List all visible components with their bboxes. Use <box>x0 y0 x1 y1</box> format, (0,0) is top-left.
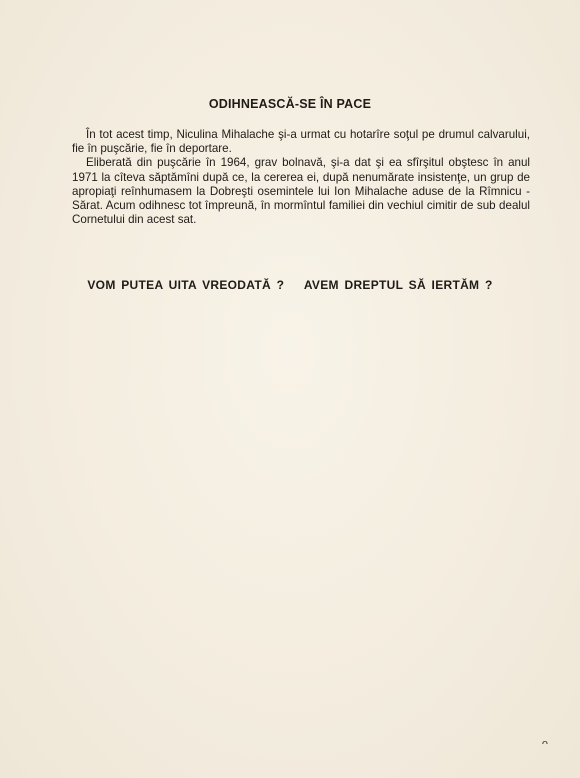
closing-questions <box>0 278 580 292</box>
body-text <box>72 128 530 227</box>
closing-question-2: AVEM DREPTUL SĂ IERTĂM ? <box>303 278 493 292</box>
page-mark: ᴖ <box>541 738 548 750</box>
section-title: ODIHNEASCĂ-SE ÎN PACE <box>208 97 372 111</box>
paragraph-1: În tot acest timp, Niculina Mihalache şi-a urmat cu hotarîre soţul pe drumul calvarului, fie în puşcărie, fie în deportare. <box>72 128 530 156</box>
paragraph-2: Eliberată din puşcărie în 1964, grav bolnavă, şi-a dat şi ea sfîrşitul obştesc în anul 1971 la cîteva săptămîni după ce, la cererea ei, după nenumărate insistenţe, un grup de apropiaţi reînhumasem la Dobreşti osemintele lui Ion Mihalache aduse de la Rîmnicu - Sărat. Acum odihnesc tot împreună, în mormîntul familiei din vechiul cimitir de sub dealul Cornetului din acest sat. <box>72 156 530 227</box>
closing-question-1: VOM PUTEA UITA VREODATĂ ? <box>87 278 285 292</box>
